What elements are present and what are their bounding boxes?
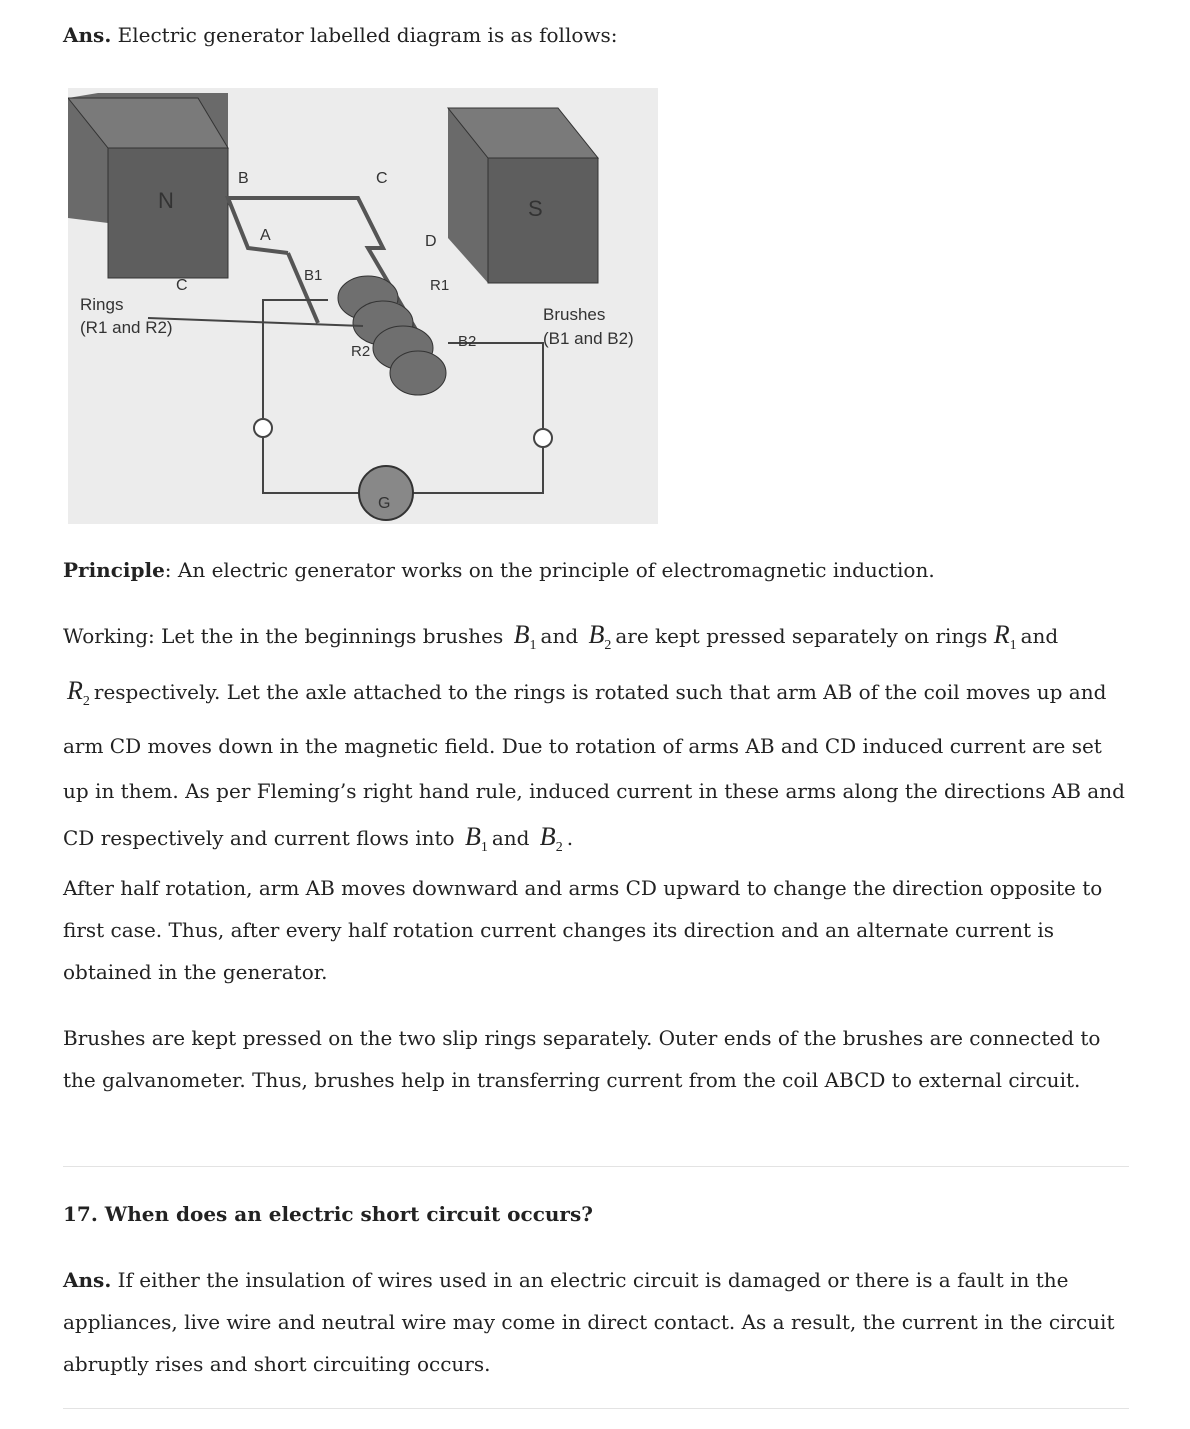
intro-line	[63, 14, 1131, 56]
label-brushes: Brushes	[543, 305, 606, 324]
brushes-paragraph: Brushes are kept pressed on the two slip rings separately. Outer ends of the brushes are connected to the galvanometer. Thus, brushes help in transferring current from the coil ABCD to external circuit.	[63, 1026, 1101, 1092]
divider	[63, 1408, 1129, 1409]
question-17: 17. When does an electric short circuit occurs?	[63, 1202, 593, 1226]
label-r1: R1	[430, 277, 450, 294]
label-d: D	[425, 233, 437, 250]
label-n: N	[158, 188, 174, 213]
working-text: and	[1020, 624, 1059, 648]
label-brushes-sub: (B1 and B2)	[543, 329, 634, 348]
ans-label: Ans.	[63, 23, 112, 47]
math-b2: $B_2$	[539, 822, 563, 856]
label-rings: Rings	[80, 295, 124, 314]
principle-text: : An electric generator works on the principle of electromagnetic induction.	[164, 558, 935, 582]
divider	[63, 1166, 1129, 1167]
working-text: and	[491, 826, 530, 851]
label-b1: B1	[304, 267, 323, 284]
answer-text: If either the insulation of wires used in an electric circuit is damaged or there is a fault in the appliances, live wire and neutral wire may come in direct contact. As a result, the current in the circuit abruptly rises and short circuiting occurs.	[63, 1268, 1115, 1376]
working-text: are kept pressed separately on rings	[615, 624, 988, 648]
label-c-outer: C	[176, 277, 188, 294]
intro-text: Electric generator labelled diagram is as follows:	[111, 23, 618, 47]
external-circuit	[148, 300, 552, 493]
working-text: .	[566, 826, 574, 851]
ans-label: Ans.	[63, 1268, 112, 1292]
working-text: respectively. Let the axle attached to the rings is rotated such that arm AB of the coil moves up and arm CD moves down in the magnetic field. Due to rotation of arms AB and CD induced current are set up in them. As per Fleming’s right hand rule, induced current in these arms along the directions AB and CD respectively and current flows into	[63, 680, 1125, 851]
working-text: and	[540, 624, 579, 648]
working-paragraph	[63, 612, 1131, 871]
galvanometer	[359, 466, 413, 520]
label-s: S	[528, 196, 543, 221]
working-text: Working: Let the in the beginnings brushes	[63, 624, 504, 648]
math-b1: $B_1$	[464, 822, 488, 856]
label-r2: R2	[351, 343, 371, 360]
principle-label: Principle	[63, 558, 165, 582]
label-c: C	[376, 170, 388, 187]
math-b2: $B_2$	[588, 620, 612, 654]
half-rotation-paragraph: After half rotation, arm AB moves downward and arms CD upward to change the direction opposite to first case. Thus, after every half rotation current changes its direction and an alternate current is obtained in the generator.	[63, 876, 1103, 984]
label-b2: B2	[458, 333, 477, 350]
svg-text:G: G	[378, 495, 391, 512]
math-r1: $R_1$	[993, 620, 1017, 654]
answer-17	[63, 1259, 1131, 1385]
principle-paragraph	[63, 549, 1131, 591]
math-b1: $B_1$	[513, 620, 537, 654]
label-a: A	[260, 227, 271, 244]
south-magnet	[448, 108, 598, 283]
north-magnet	[68, 93, 228, 278]
math-r2: $R_2$	[67, 676, 90, 710]
label-b: B	[238, 170, 249, 187]
electric-generator-diagram	[68, 88, 658, 524]
label-rings-sub: (R1 and R2)	[80, 318, 173, 337]
